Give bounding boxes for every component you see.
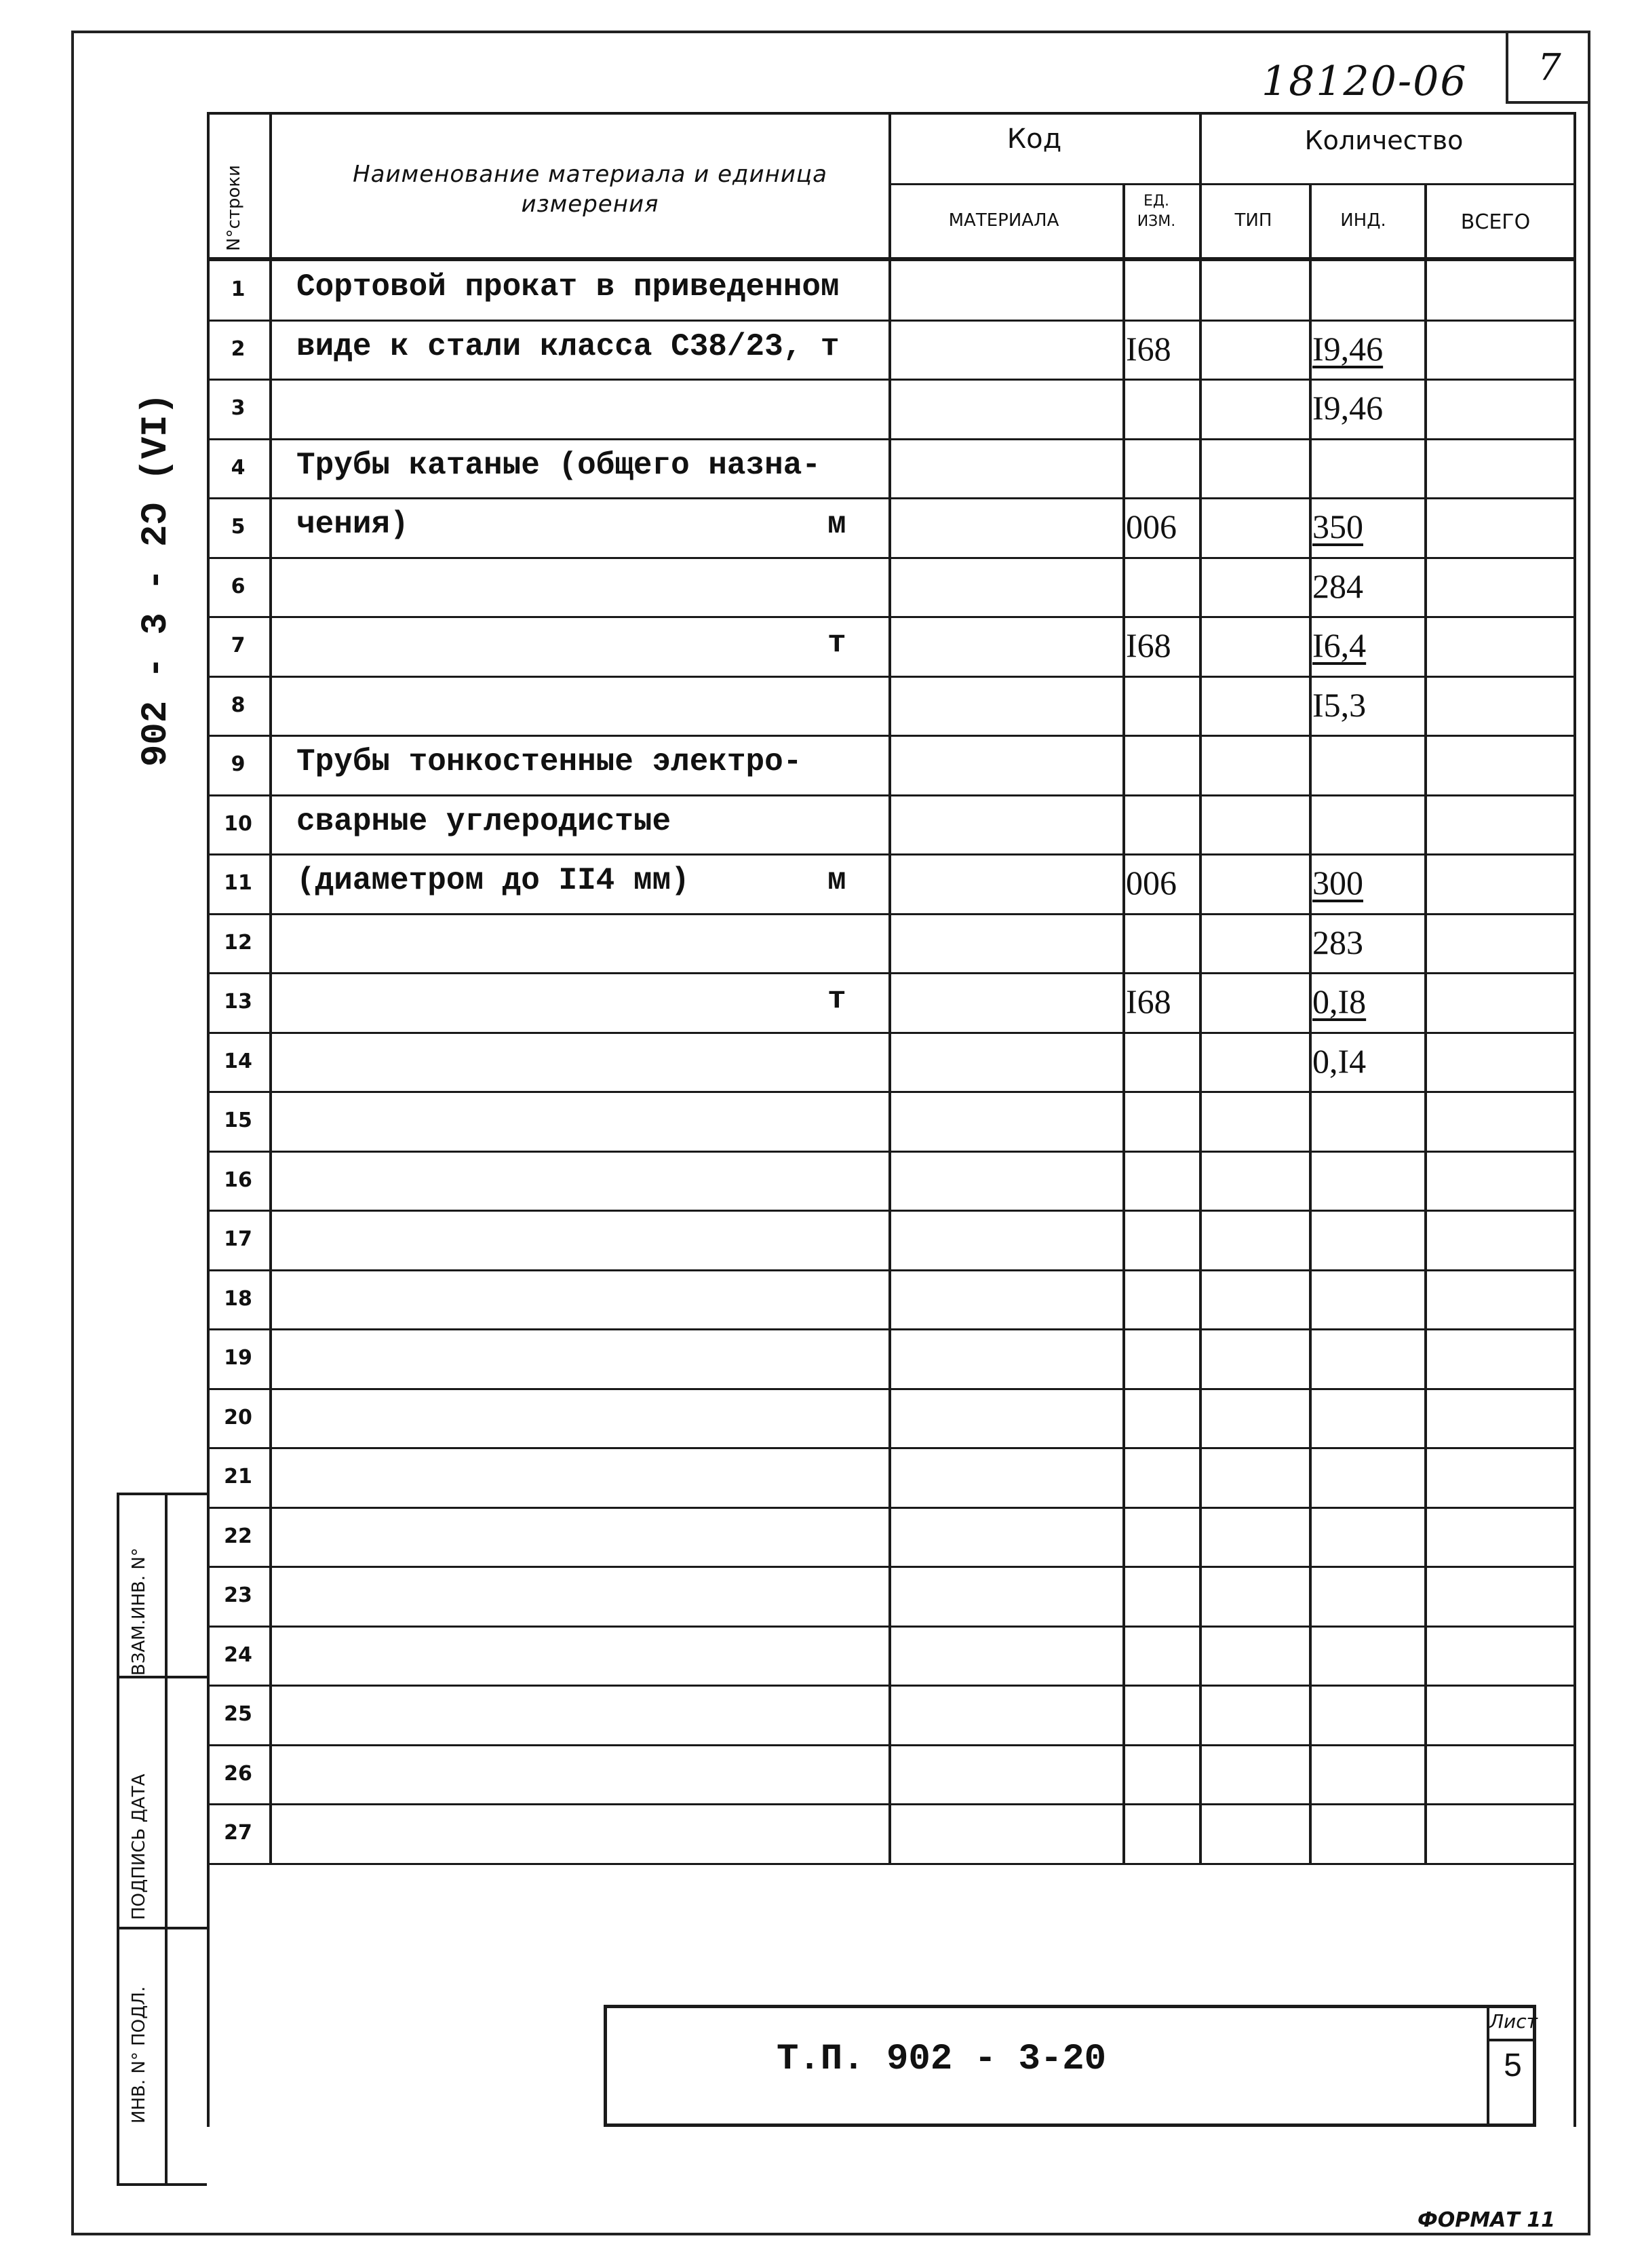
side-stamp-vzam: ВЗАМ.ИНВ. N° (129, 1548, 149, 1676)
title-stamp (604, 2005, 1536, 2127)
row-number: 15 (224, 1109, 252, 1132)
stamp-sheet-box (1487, 2005, 1536, 2127)
header-quantity: Количество (1304, 126, 1464, 155)
cell-name: Трубы тонкостенные электро- (296, 744, 802, 780)
cell-name: виде к стали класса С38/23, т (296, 328, 840, 364)
cell-ind: 0,I8 (1312, 982, 1367, 1020)
row-number: 11 (224, 871, 252, 895)
cell-unit_code: I68 (1126, 626, 1171, 664)
column-rule (1573, 112, 1576, 1864)
row-number: 25 (224, 1702, 252, 1726)
cell-ind: 0,I4 (1312, 1041, 1367, 1080)
cell-ind: 300 (1312, 864, 1363, 902)
cell-ind: I5,3 (1312, 685, 1367, 724)
row-number: 7 (231, 634, 246, 657)
cell-unit_code: 006 (1126, 864, 1177, 902)
side-stamp-bottom (117, 2183, 207, 2186)
row-number: 20 (224, 1405, 252, 1429)
cell-measure: т (827, 626, 846, 661)
cell-ind: 283 (1312, 923, 1363, 961)
page-number: 7 (1538, 46, 1561, 89)
header-name: Наименование материала и единица измерения (353, 161, 827, 218)
row-number: 19 (224, 1346, 252, 1370)
stamp-code: Т.П. 902 - 3-20 (777, 2039, 1107, 2080)
row-number: 14 (224, 1049, 252, 1073)
cell-measure: м (827, 507, 846, 542)
column-rule (1424, 183, 1427, 1864)
row-number: 17 (224, 1227, 252, 1251)
row-number: 16 (224, 1168, 252, 1192)
row-number: 6 (231, 574, 246, 598)
row-number: 5 (231, 515, 246, 539)
side-stamp-left (117, 1493, 119, 2185)
page-number-box (1506, 33, 1590, 104)
header-unit: ЕД. ИЗМ. (1137, 193, 1176, 230)
header-total: ВСЕГО (1460, 210, 1531, 234)
side-stamp-rule-1 (117, 1676, 207, 1678)
cell-unit_code: I68 (1126, 982, 1171, 1020)
side-stamp-rule-2 (117, 1927, 207, 1929)
cell-unit_code: 006 (1126, 507, 1177, 545)
row-number: 8 (231, 693, 246, 717)
cell-name: сварные углеродистые (296, 803, 671, 839)
row-number: 27 (224, 1821, 252, 1845)
column-rule (888, 112, 891, 1864)
cell-measure: т (827, 982, 846, 1017)
row-number: 12 (224, 930, 252, 955)
cell-measure: м (827, 863, 846, 898)
row-number: 18 (224, 1286, 252, 1311)
cell-ind: 284 (1312, 566, 1363, 605)
cell-ind: I9,46 (1312, 329, 1384, 368)
header-ind: ИНД. (1340, 210, 1386, 231)
table-left-extension (207, 1864, 210, 2128)
column-rule (1122, 183, 1125, 1864)
cell-ind: I6,4 (1312, 626, 1367, 664)
header-code: Код (1006, 123, 1062, 155)
cell-name: (диаметром до II4 мм) (296, 863, 690, 898)
cell-ind: 350 (1312, 507, 1363, 545)
column-rule (1199, 112, 1202, 1864)
cell-name: Трубы катаные (общего назна- (296, 447, 821, 483)
row-number: 13 (224, 990, 252, 1014)
cell-name: чения) (296, 507, 409, 542)
cell-unit_code: I68 (1126, 329, 1171, 368)
side-stamp-divider (165, 1493, 168, 2185)
row-number: 21 (224, 1465, 252, 1488)
row-number: 22 (224, 1524, 252, 1548)
header-material: МАТЕРИАЛА (948, 210, 1059, 231)
table-right-extension (1573, 1864, 1576, 2128)
side-stamp-podpis: ПОДПИСЬ ДАТА (129, 1773, 149, 1920)
header-type: ТИП (1234, 210, 1272, 231)
row-number: 3 (231, 396, 246, 420)
row-number: 9 (231, 752, 246, 776)
stamp-sheet-number: 5 (1504, 2048, 1522, 2083)
side-stamp-top (117, 1493, 207, 1495)
row-number: 23 (224, 1583, 252, 1607)
header-row-number: N°строки (224, 165, 244, 251)
cell-name: Сортовой прокат в приведенном (296, 269, 840, 305)
header-mid-rule (888, 183, 1573, 185)
row-number: 2 (231, 337, 246, 361)
side-document-code: 902 - 3 - 2Ɔ (VI) (136, 393, 177, 767)
stamp-sheet-label: Лист (1489, 2005, 1536, 2041)
cell-ind: I9,46 (1312, 389, 1384, 427)
row-number: 10 (224, 811, 252, 836)
column-rule (1309, 183, 1312, 1864)
column-rule (269, 112, 272, 1864)
row-number: 1 (231, 277, 246, 301)
format-label: ФОРМАТ 11 (1418, 2208, 1555, 2232)
document-number: 18120-06 (1262, 58, 1468, 105)
row-number: 24 (224, 1642, 252, 1667)
row-number: 4 (231, 455, 246, 480)
row-number: 26 (224, 1761, 252, 1786)
side-stamp-inv: ИНВ. N° ПОДЛ. (129, 1986, 149, 2123)
